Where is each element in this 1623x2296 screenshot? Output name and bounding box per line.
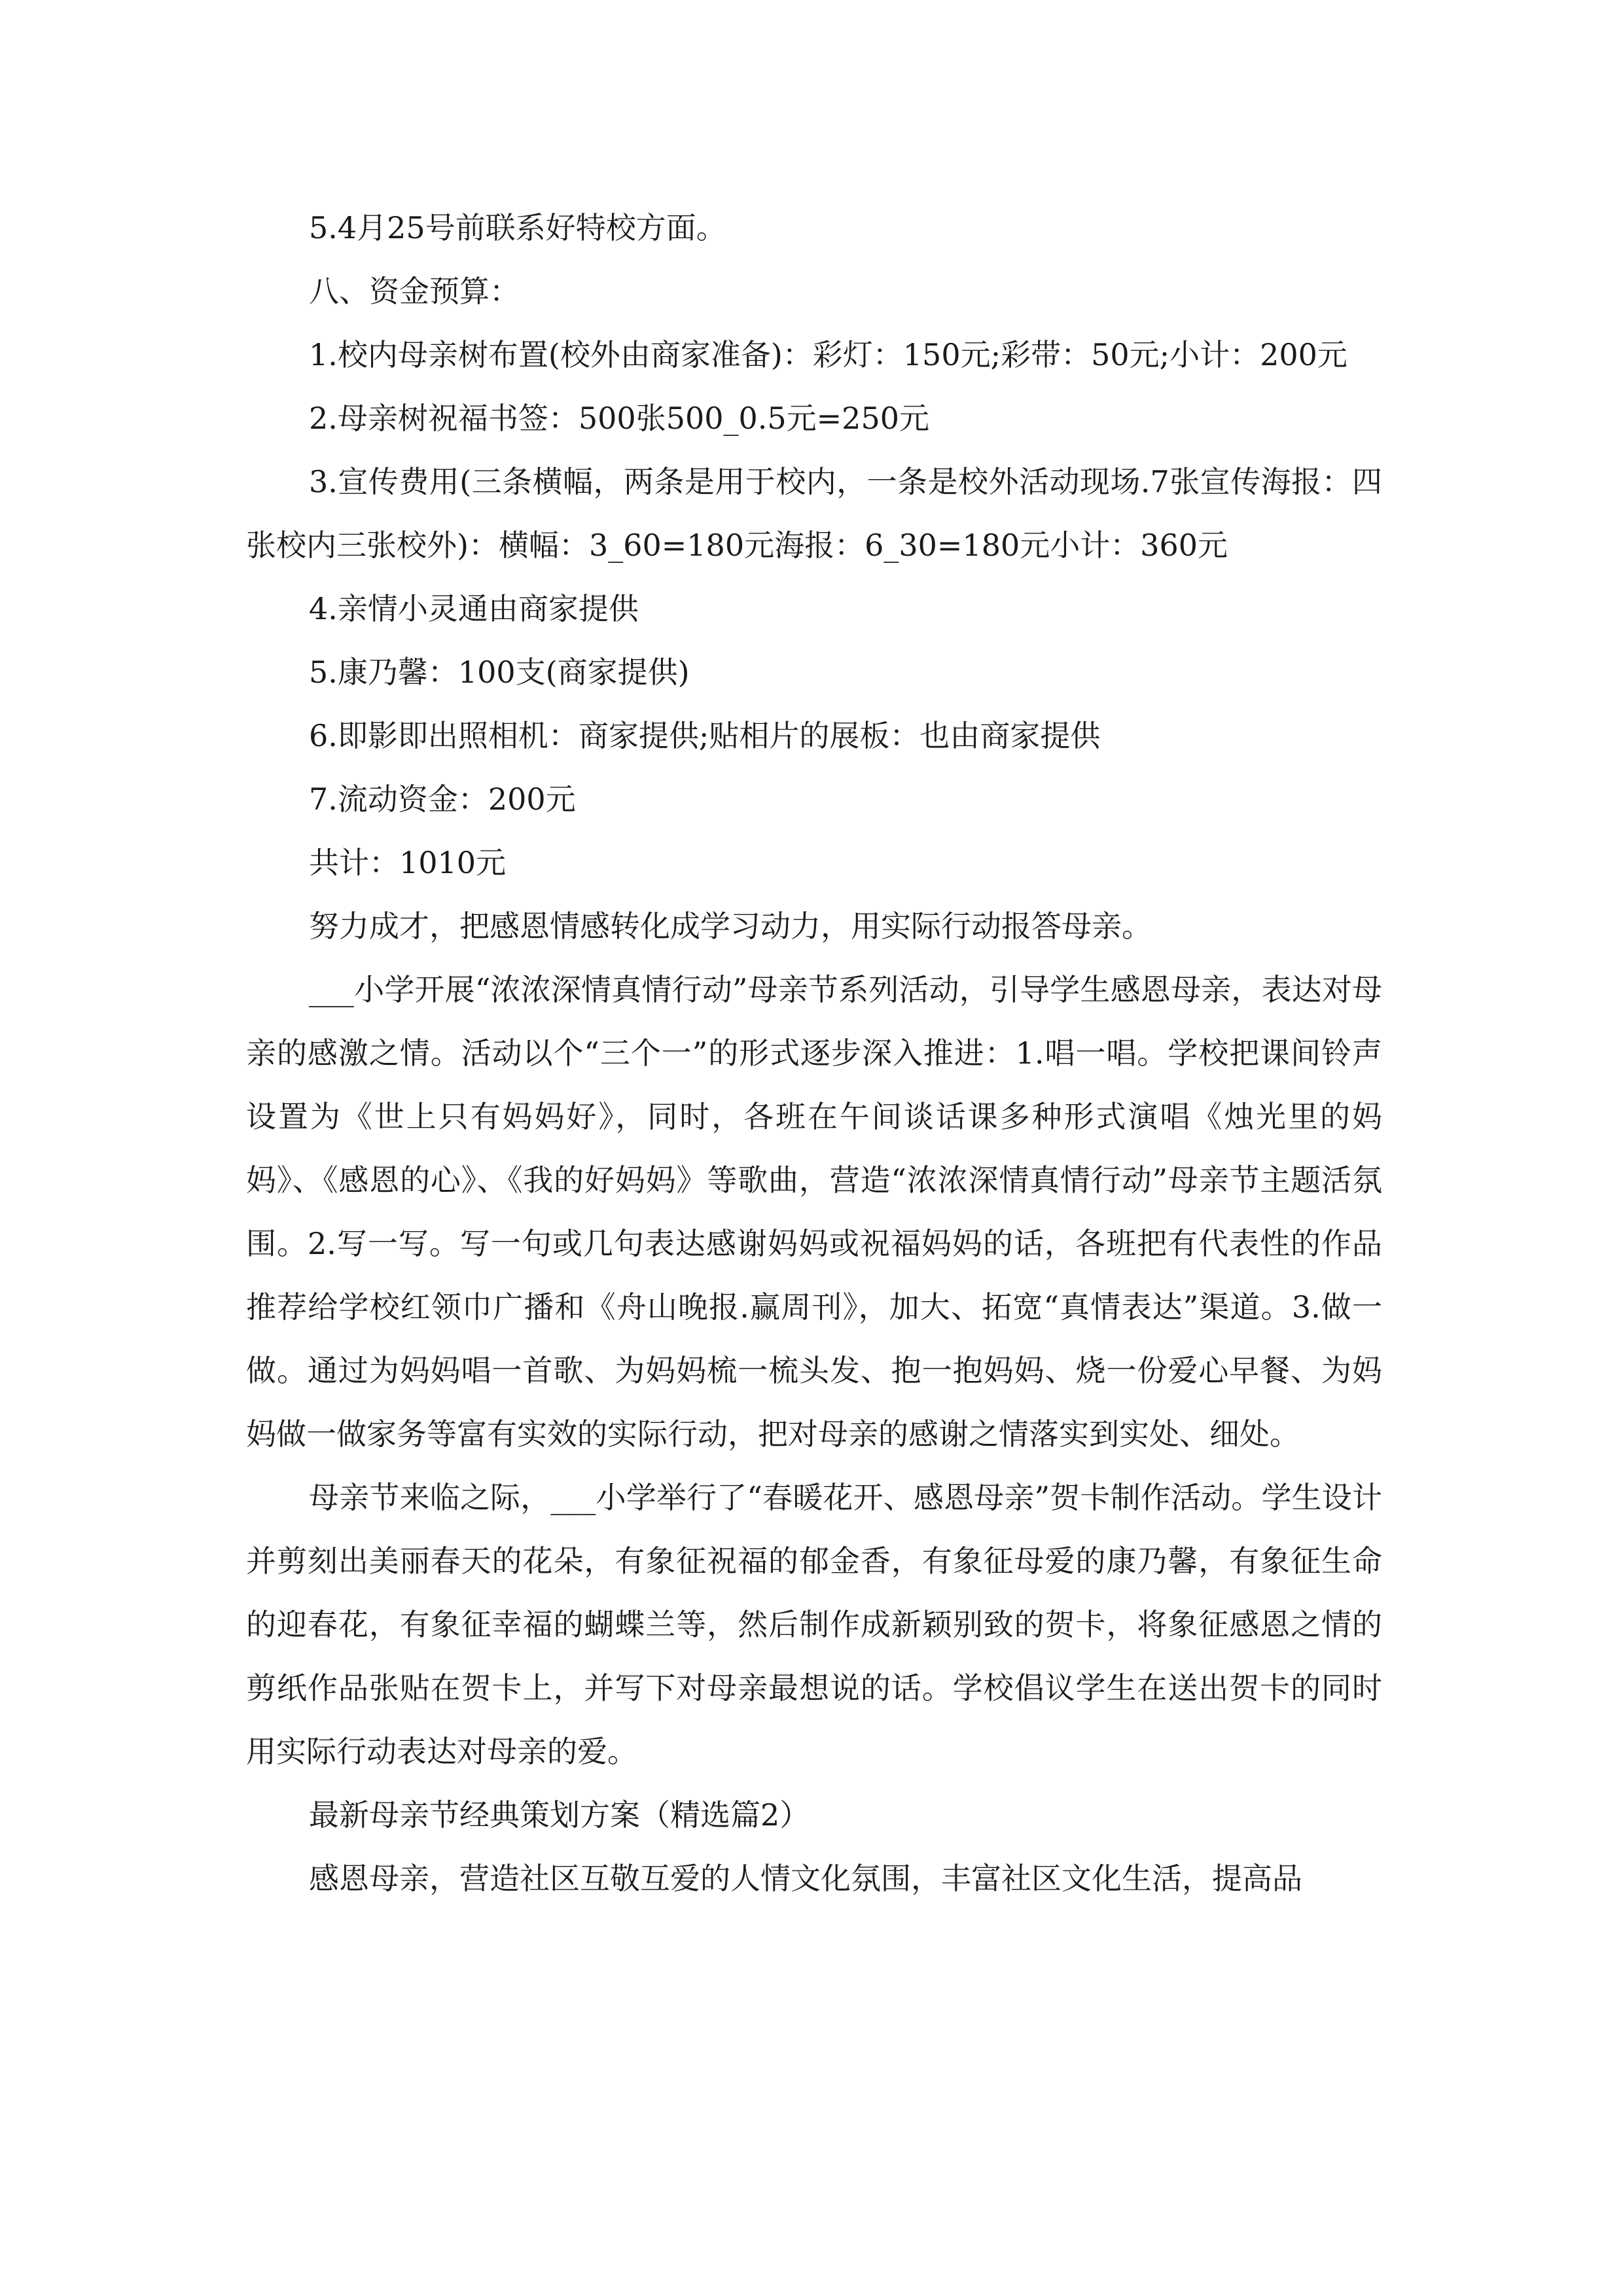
budget-item-5: 5.康乃馨：100支(商家提供) (309, 655, 690, 690)
budget-total: 共计：1010元 (309, 845, 507, 880)
document-body (246, 196, 1382, 1910)
budget-item-7: 7.流动资金：200元 (309, 781, 576, 817)
budget-item-1: 1.校内母亲树布置(校外由商家准备)：彩灯：150元;彩带：50元;小计：200元 (309, 337, 1347, 372)
paragraph-plan-2-intro: 感恩母亲，营造社区互敬互爱的人情文化氛围，丰富社区文化生活，提高品 (309, 1861, 1302, 1896)
budget-item-4: 4.亲情小灵通由商家提供 (309, 591, 639, 626)
section-title-plan-2: 最新母亲节经典策划方案（精选篇2） (309, 1797, 810, 1833)
paragraph-activities: ___小学开展“浓浓深情真情行动”母亲节系列活动，引导学生感恩母亲，表达对母亲的感激之情。活动以个“三个一”的形式逐步深入推进：1.唱一唱。学校把课间铃声设置为《世上只有妈妈好》，同时，各班在午间谈话课多种形式演唱《烛光里的妈妈》、《感恩的心》、《我的好妈妈》等歌曲，营造“浓浓深情真情行动”母亲节主题活氛围。2.写一写。写一句或几句表达感谢妈妈或祝福妈妈的话，各班把有代表性的作品推荐给学校红领巾广播和《舟山晚报.赢周刊》，加大、拓宽“真情表达”渠道。3.做一做。通过为妈妈唱一首歌、为妈妈梳一梳头发、抱一抱妈妈、烧一份爱心早餐、为妈妈做一做家务等富有实效的实际行动，把对母亲的感谢之情落实到实处、细处。 (246, 972, 1382, 1452)
budget-item-2: 2.母亲树祝福书签：500张500_0.5元=250元 (309, 401, 929, 436)
paragraph-card-making: 母亲节来临之际，___小学举行了“春暖花开、感恩母亲”贺卡制作活动。学生设计并剪刻出美丽春天的花朵，有象征祝福的郁金香，有象征母爱的康乃馨，有象征生命的迎春花，有象征幸福的蝴蝶兰等，然后制作成新颖别致的贺卡，将象征感恩之情的剪纸作品张贴在贺卡上，并写下对母亲最想说的话。学校倡议学生在送出贺卡的同时用实际行动表达对母亲的爱。 (246, 1480, 1382, 1769)
paragraph-motivation: 努力成才，把感恩情感转化成学习动力，用实际行动报答母亲。 (309, 908, 1152, 944)
section-heading-budget: 八、资金预算： (309, 274, 520, 309)
item-contact-school: 5.4月25号前联系好特校方面。 (309, 210, 726, 245)
budget-item-3: 3.宣传费用(三条横幅，两条是用于校内，一条是校外活动现场.7张宣传海报：四张校内三张校外)：横幅：3_60=180元海报：6_30=180元小计：360元 (246, 464, 1382, 563)
budget-item-6: 6.即影即出照相机：商家提供;贴相片的展板：也由商家提供 (309, 718, 1101, 753)
